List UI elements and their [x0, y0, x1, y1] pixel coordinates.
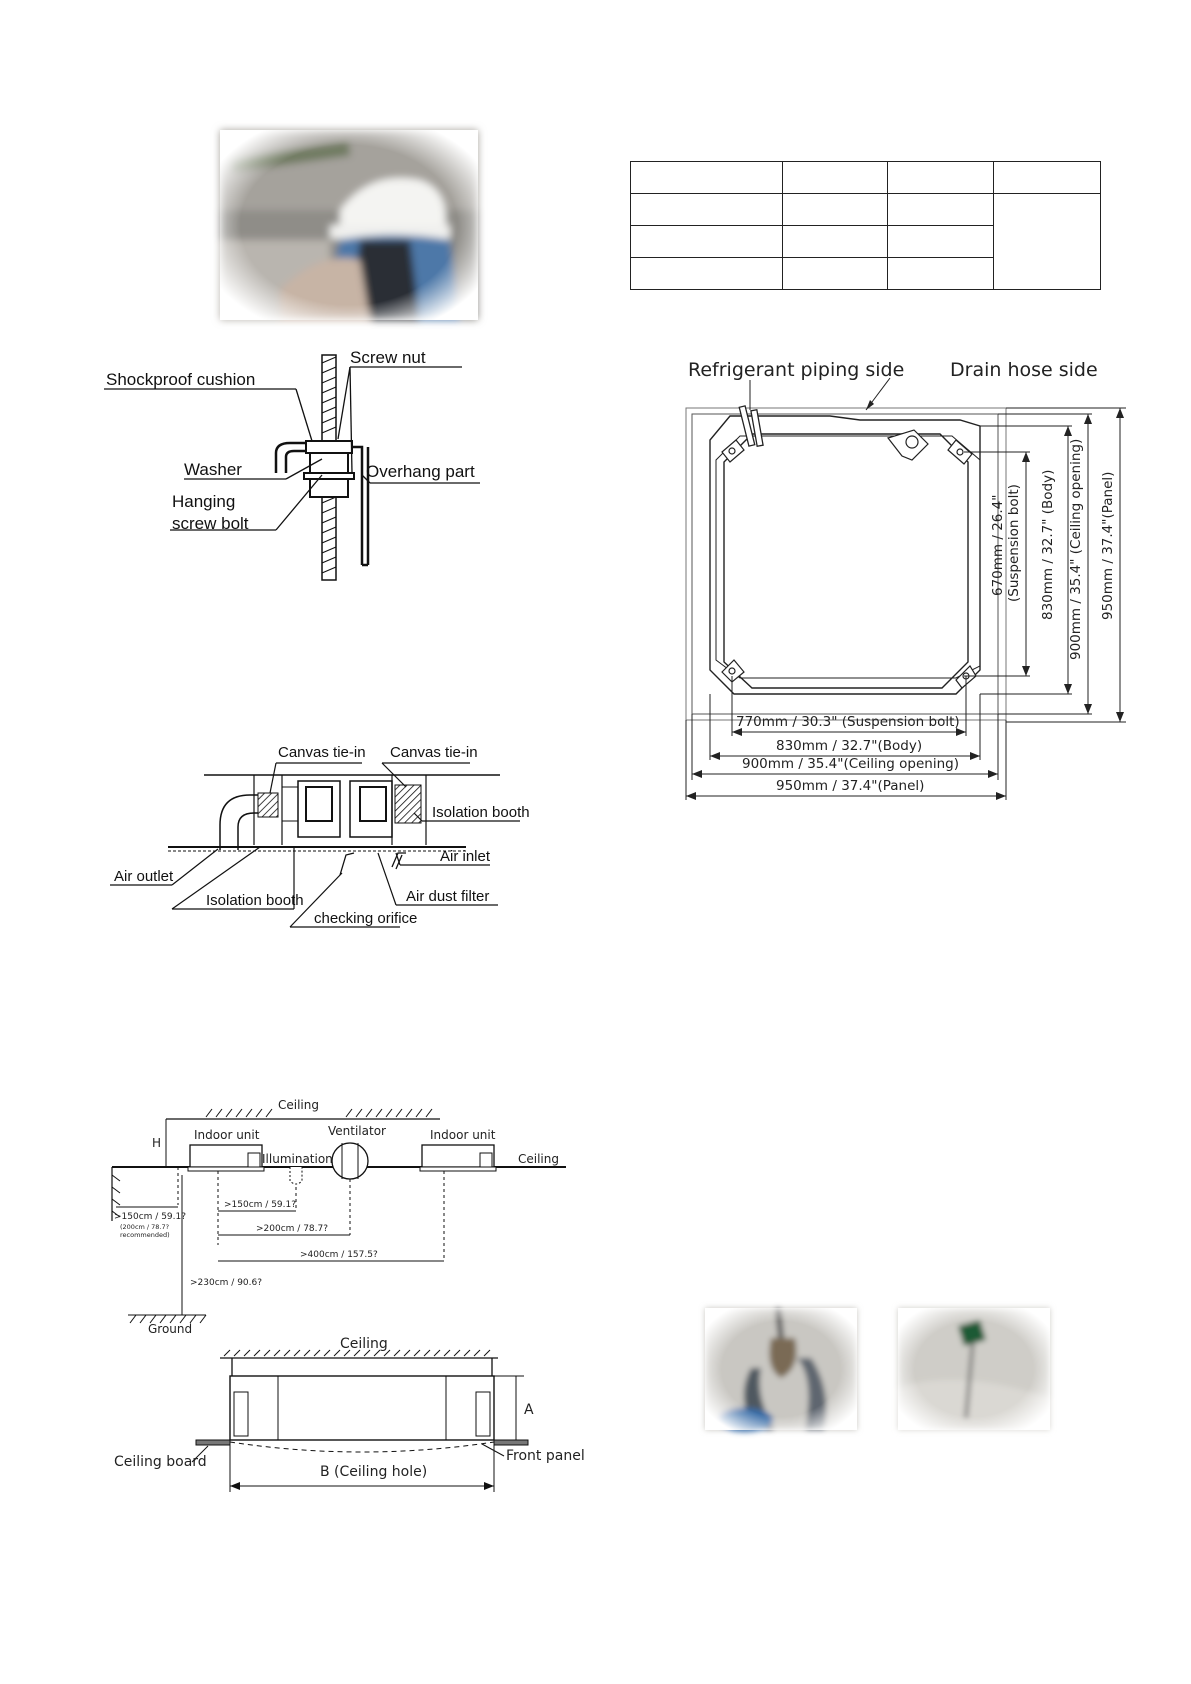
- table-cell: [994, 194, 1101, 290]
- table-cell: [994, 162, 1101, 194]
- d150-note2-label: recommended): [120, 1231, 170, 1239]
- a-label: A: [524, 1402, 534, 1418]
- hanging-rod-photo: [705, 1308, 857, 1430]
- dim-830-label: 830mm / 32.7" (Body): [1040, 469, 1056, 620]
- clearance-diagram: [110, 1095, 570, 1335]
- ceiling-top-label: Ceiling: [278, 1098, 319, 1112]
- screw-nut-label: Screw nut: [350, 348, 426, 367]
- front-panel-label: Front panel: [506, 1448, 585, 1464]
- table-cell: [888, 258, 994, 290]
- dim-h900-label: 900mm / 35.4"(Ceiling opening): [742, 756, 959, 772]
- table-cell: [783, 194, 888, 226]
- h-label: H: [152, 1136, 162, 1150]
- b-ceiling-hole-label: B (Ceiling hole): [320, 1464, 428, 1480]
- isolation-booth-right-label: Isolation booth: [432, 804, 530, 821]
- indoor-unit-right-label: Indoor unit: [430, 1128, 496, 1142]
- air-outlet-label: Air outlet: [114, 868, 174, 885]
- dim-900-label: 900mm / 35.4" (Ceiling opening): [1068, 438, 1084, 660]
- dim-h830-label: 830mm / 32.7"(Body): [776, 738, 923, 754]
- ground-label: Ground: [148, 1322, 193, 1336]
- ceiling-label: Ceiling: [340, 1336, 388, 1352]
- table-row: [631, 194, 1101, 226]
- drain-hose-side-label: Drain hose side: [950, 359, 1098, 381]
- dim-h950-label: 950mm / 37.4"(Panel): [776, 778, 925, 794]
- d150-label: >150cm / 59.1?: [224, 1200, 297, 1210]
- spec-table: [630, 161, 1101, 290]
- refrigerant-piping-side-label: Refrigerant piping side: [688, 359, 905, 381]
- ceiling-hole-diagram: [110, 1336, 590, 1496]
- ceiling-board-label: Ceiling board: [114, 1454, 207, 1470]
- dim-670-label: 670mm / 26.4": [990, 494, 1006, 596]
- screw-bolt-label: screw bolt: [172, 514, 249, 533]
- hanging-rod-photo-icon: [705, 1308, 857, 1430]
- worker-leveling-photo-icon: [220, 130, 478, 320]
- table-cell: [631, 162, 783, 194]
- hanging-bolt-diagram: [100, 348, 520, 585]
- table-cell: [888, 194, 994, 226]
- d400-label: >400cm / 157.5?: [300, 1250, 378, 1260]
- dim-670-sub-label: (Suspension bolt): [1006, 484, 1022, 602]
- ceiling-right-label: Ceiling: [518, 1152, 559, 1166]
- dim-770-label: 770mm / 30.3" (Suspension bolt): [736, 714, 960, 730]
- canvas-tie-in-left-label: Canvas tie-in: [278, 744, 366, 761]
- table-cell: [783, 258, 888, 290]
- overhang-part-label: Overhang part: [366, 462, 475, 481]
- table-cell: [888, 226, 994, 258]
- table-cell: [631, 258, 783, 290]
- d150-note1-label: (200cm / 78.7?: [120, 1223, 170, 1231]
- cassette-plan-diagram: [680, 359, 1140, 794]
- table-cell: [631, 194, 783, 226]
- isolation-booth-bottom-label: Isolation booth: [206, 892, 304, 909]
- illumination-label: Illumination: [262, 1152, 333, 1166]
- d150-left-label: >150cm / 59.1?: [114, 1212, 187, 1222]
- ceiling-bolt-photo: [898, 1308, 1050, 1430]
- washer-label: Washer: [184, 460, 242, 479]
- d230-label: >230cm / 90.6?: [190, 1278, 263, 1288]
- air-dust-filter-label: Air dust filter: [406, 888, 490, 905]
- table-row: [631, 162, 1101, 194]
- d200-label: >200cm / 78.7?: [256, 1224, 329, 1234]
- canvas-tie-in-right-label: Canvas tie-in: [390, 744, 478, 761]
- worker-photo: [220, 130, 478, 320]
- air-inlet-label: Air inlet: [440, 848, 491, 865]
- ventilator-label: Ventilator: [328, 1124, 386, 1138]
- dim-950-label: 950mm / 37.4"(Panel): [1100, 471, 1116, 620]
- table-cell: [888, 162, 994, 194]
- table-cell: [783, 162, 888, 194]
- table-cell: [631, 226, 783, 258]
- hanging-label: Hanging: [172, 492, 236, 511]
- ceiling-bolt-photo-icon: [898, 1308, 1050, 1430]
- indoor-unit-left-label: Indoor unit: [194, 1128, 260, 1142]
- shockproof-cushion-label: Shockproof cushion: [106, 370, 256, 389]
- table-cell: [783, 226, 888, 258]
- duct-diagram: [110, 735, 565, 940]
- checking-orifice-label: checking orifice: [314, 910, 418, 927]
